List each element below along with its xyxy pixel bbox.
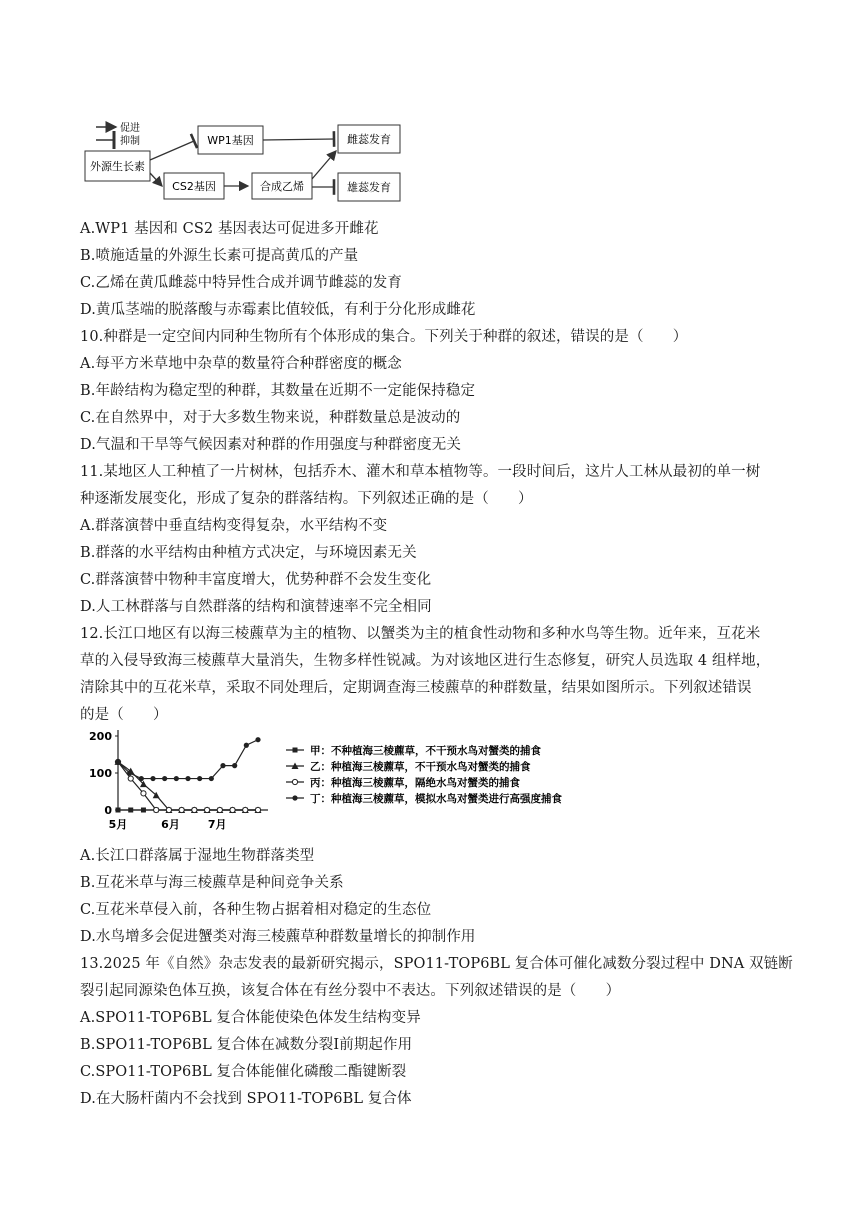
y-tick-label: 0 bbox=[104, 804, 112, 817]
population-chart-svg bbox=[86, 728, 606, 838]
data-point bbox=[232, 763, 237, 768]
data-point bbox=[166, 807, 171, 812]
data-point bbox=[139, 776, 144, 781]
q13-stem-line1: 13.2025 年《自然》杂志发表的最新研究揭示，SPO11-TOP6BL 复合体可催化减数分裂过程中 DNA 双链断 bbox=[80, 956, 793, 972]
data-point bbox=[185, 776, 190, 781]
data-point bbox=[197, 776, 202, 781]
node-male: 雄蕊发育 bbox=[347, 181, 391, 194]
data-point bbox=[116, 808, 121, 813]
data-point bbox=[255, 807, 260, 812]
legend-label: 甲：不种植海三棱藨草，不干预水鸟对蟹类的捕食 bbox=[310, 745, 541, 757]
q13-stem-line2: 裂引起同源染色体互换，该复合体在有丝分裂中不表达。下列叙述错误的是（ ） bbox=[80, 983, 621, 999]
data-point bbox=[292, 779, 297, 784]
data-point bbox=[220, 763, 225, 768]
data-point bbox=[150, 776, 155, 781]
node-cs2: CS2基因 bbox=[172, 180, 216, 193]
q12-option-a: A.长江口群落属于湿地生物群落类型 bbox=[80, 848, 315, 864]
legend-inhibit: 抑制 bbox=[120, 136, 140, 147]
q12-option-d: D.水鸟增多会促进蟹类对海三棱藨草种群数量增长的抑制作用 bbox=[80, 929, 476, 945]
data-point bbox=[243, 807, 248, 812]
q10-option-d: D.气温和干旱等气候因素对种群的作用强度与种群密度无关 bbox=[80, 437, 461, 453]
data-point bbox=[209, 776, 214, 781]
series-line bbox=[118, 762, 258, 810]
q10-option-b: B.年龄结构为稳定型的种群，其数量在近期不一定能保持稳定 bbox=[80, 383, 476, 399]
series-line bbox=[118, 740, 258, 779]
q12-option-c: C.互花米草侵入前，各种生物占据着相对稳定的生态位 bbox=[80, 902, 432, 918]
data-point bbox=[154, 807, 159, 812]
edge-ethylene-female bbox=[312, 151, 336, 179]
edge-auxin-wp1 bbox=[150, 141, 194, 160]
data-point bbox=[192, 807, 197, 812]
q11-option-d: D.人工林群落与自然群落的结构和演替速率不完全相同 bbox=[80, 599, 432, 615]
data-point bbox=[255, 737, 260, 742]
data-point bbox=[128, 776, 133, 781]
q10-option-c: C.在自然界中，对于大多数生物来说，种群数量总是波动的 bbox=[80, 410, 461, 426]
data-point bbox=[179, 807, 184, 812]
q13-option-c: C.SPO11-TOP6BL 复合体能催化磷酸二酯键断裂 bbox=[80, 1064, 407, 1080]
q12-option-b: B.互花米草与海三棱藨草是种间竞争关系 bbox=[80, 875, 344, 891]
q10-stem: 10.种群是一定空间内同种生物所有个体形成的集合。下列关于种群的叙述，错误的是（ ） bbox=[80, 329, 688, 345]
x-tick-label: 5月 bbox=[108, 818, 128, 831]
q11-stem-line2: 种逐渐发展变化，形成了复杂的群落结构。下列叙述正确的是（ ） bbox=[80, 491, 533, 507]
edge-auxin-cs2 bbox=[150, 173, 162, 186]
q11-stem-line1: 11.某地区人工种植了一片树林，包括乔木、灌木和草本植物等。一段时间后，这片人工林从最初的单一树 bbox=[80, 464, 761, 480]
legend-promote: 促进 bbox=[120, 123, 140, 134]
population-chart bbox=[86, 728, 606, 838]
edge-wp1-female bbox=[263, 139, 334, 140]
y-tick-label: 100 bbox=[89, 767, 112, 780]
data-point bbox=[244, 743, 249, 748]
q11-option-b: B.群落的水平结构由种植方式决定，与环境因素无关 bbox=[80, 545, 417, 561]
q13-option-b: B.SPO11-TOP6BL 复合体在减数分裂Ⅰ前期起作用 bbox=[80, 1037, 413, 1053]
data-point bbox=[217, 807, 222, 812]
q11-option-a: A.群落演替中垂直结构变得复杂，水平结构不变 bbox=[80, 518, 388, 534]
q12-stem-line4: 的是（ ） bbox=[80, 707, 168, 723]
node-female: 雌蕊发育 bbox=[347, 133, 391, 146]
legend-label: 丙：种植海三棱藨草，隔绝水鸟对蟹类的捕食 bbox=[310, 777, 520, 789]
series-line bbox=[118, 762, 258, 810]
node-wp1: WP1基因 bbox=[207, 134, 254, 147]
q13-option-a: A.SPO11-TOP6BL 复合体能使染色体发生结构变异 bbox=[80, 1010, 421, 1026]
x-tick-label: 6月 bbox=[161, 818, 180, 831]
data-point bbox=[174, 776, 179, 781]
q12-stem-line1: 12.长江口地区有以海三棱藨草为主的植物、以蟹类为主的植食性动物和多种水鸟等生物。近年来，互花米 bbox=[80, 626, 761, 642]
data-point bbox=[128, 808, 133, 813]
legend-label: 丁：种植海三棱藨草，模拟水鸟对蟹类进行高强度捕食 bbox=[310, 793, 562, 805]
data-point bbox=[141, 808, 146, 813]
legend-label: 乙：种植海三棱藨草，不干预水鸟对蟹类的捕食 bbox=[310, 761, 531, 773]
x-tick-label: 7月 bbox=[207, 818, 227, 831]
data-point bbox=[115, 759, 120, 764]
data-point bbox=[292, 795, 297, 800]
q12-stem-line3: 清除其中的互花米草，采取不同处理后，定期调查海三棱藨草的种群数量，结果如图所示。下列叙述错误 bbox=[80, 680, 752, 696]
q11-option-c: C.群落演替中物种丰富度增大，优势种群不会发生变化 bbox=[80, 572, 432, 588]
gene-regulation-diagram bbox=[80, 113, 420, 213]
data-point bbox=[127, 770, 132, 775]
node-auxin: 外源生长素 bbox=[90, 160, 145, 173]
q9-option-a: A.WP1 基因和 CS2 基因表达可促进多开雌花 bbox=[80, 221, 379, 237]
q9-option-b: B.喷施适量的外源生长素可提高黄瓜的产量 bbox=[80, 248, 359, 264]
node-ethylene: 合成乙烯 bbox=[260, 180, 304, 193]
q10-option-a: A.每平方米草地中杂草的数量符合种群密度的概念 bbox=[80, 356, 402, 372]
y-tick-label: 200 bbox=[89, 730, 112, 743]
q9-option-c: C.乙烯在黄瓜雌蕊中特异性合成并调节雌蕊的发育 bbox=[80, 275, 402, 291]
data-point bbox=[230, 807, 235, 812]
data-point bbox=[204, 807, 209, 812]
data-point bbox=[141, 791, 146, 796]
q12-stem-line2: 草的入侵导致海三棱藨草大量消失，生物多样性锐减。为对该地区进行生态修复，研究人员选取 4 组样地， bbox=[80, 653, 771, 669]
data-point bbox=[293, 748, 298, 753]
q9-option-d: D.黄瓜茎端的脱落酸与赤霉素比值较低，有利于分化形成雌花 bbox=[80, 302, 476, 318]
data-point bbox=[162, 776, 167, 781]
q13-option-d: D.在大肠杆菌内不会找到 SPO11-TOP6BL 复合体 bbox=[80, 1091, 412, 1107]
